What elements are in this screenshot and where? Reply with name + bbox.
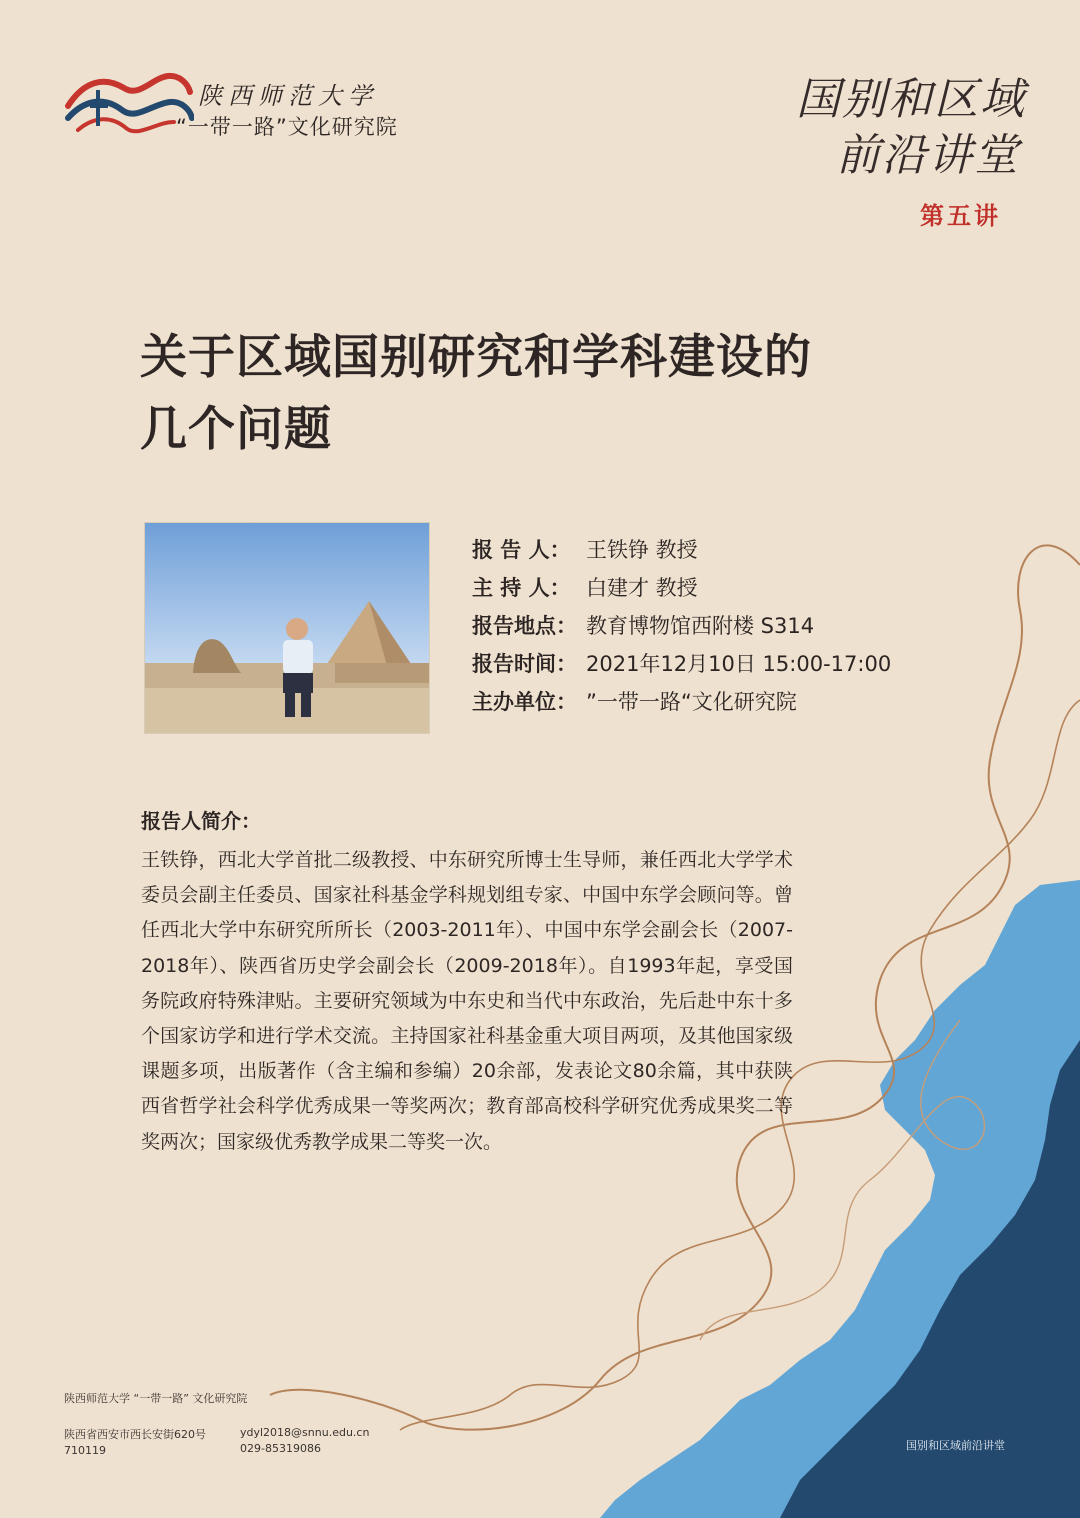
info-value: ”一带一路“文化研究院 — [586, 690, 797, 714]
footer-address-line1: 陕西省西安市西长安街620号 — [64, 1428, 206, 1441]
lecture-info — [472, 534, 891, 724]
series-title-line2: 前沿讲堂 — [836, 130, 1020, 181]
bio-text: 王铁铮，西北大学首批二级教授、中东研究所博士生导师，兼任西北大学学术委员会副主任委员、国家社科基金学科规划组专家、中国中东学会顾问等。曾任西北大学中东研究所所长（2003-2011年）、中国中东学会副会长（2007-2018年）、陕西省历史学会副会长（2009-2018年）。自1993年起，享受国务院政府特殊津贴。主要研究领域为中东史和当代中东政治，先后赴中东十多个国家访学和进行学术交流。主持国家社科基金重大项目两项，及其他国家级课题多项，出版著作（含主编和参编）20余部，发表论文80余篇，其中获陕西省哲学社会科学优秀成果一等奖两次；教育部高校科学研究优秀成果奖二等奖两次；国家级优秀教学成果二等奖一次。 — [141, 849, 793, 1153]
info-value: 2021年12月10日 15:00-17:00 — [586, 652, 892, 676]
info-row-host — [472, 572, 891, 610]
info-value: 白建才 教授 — [586, 576, 698, 600]
footer-series-name: 国别和区域前沿讲堂 — [906, 1439, 1005, 1452]
lecture-title-line1: 关于区域国别研究和学科建设的 — [140, 330, 812, 385]
info-value: 王铁铮 教授 — [586, 538, 698, 562]
info-value: 教育博物馆西附楼 S314 — [586, 614, 815, 638]
institute-name: “一带一路”文化研究院 — [176, 115, 398, 139]
lecture-title — [140, 322, 960, 466]
info-row-organizer — [472, 686, 891, 724]
university-name: 陕西师范大学 — [198, 82, 378, 110]
info-label: 报告地点： — [472, 614, 577, 638]
footer-email: ydyl2018@snnu.edu.cn — [240, 1426, 370, 1439]
university-logo — [64, 66, 194, 146]
footer-phone: 029-85319086 — [240, 1442, 321, 1455]
info-row-speaker — [472, 534, 891, 572]
series-title — [786, 72, 1026, 184]
info-label: 报告时间： — [472, 652, 577, 676]
info-label: 主 持 人： — [472, 576, 571, 600]
footer-contact — [240, 1425, 369, 1457]
info-row-location — [472, 610, 891, 648]
info-label: 报 告 人： — [472, 538, 571, 562]
info-row-time — [472, 648, 891, 686]
footer-postcode: 710119 — [64, 1444, 106, 1457]
series-title-line1: 国别和区域 — [796, 74, 1026, 125]
speaker-photo — [144, 522, 430, 734]
lecture-number: 第五讲 — [920, 202, 1001, 230]
footer-address — [64, 1427, 206, 1459]
footer-institute: 陕西师范大学 “一带一路” 文化研究院 — [64, 1392, 248, 1405]
bio-heading: 报告人简介： — [141, 809, 261, 833]
info-label: 主办单位： — [472, 690, 577, 714]
lecture-title-line2: 几个问题 — [140, 402, 332, 457]
